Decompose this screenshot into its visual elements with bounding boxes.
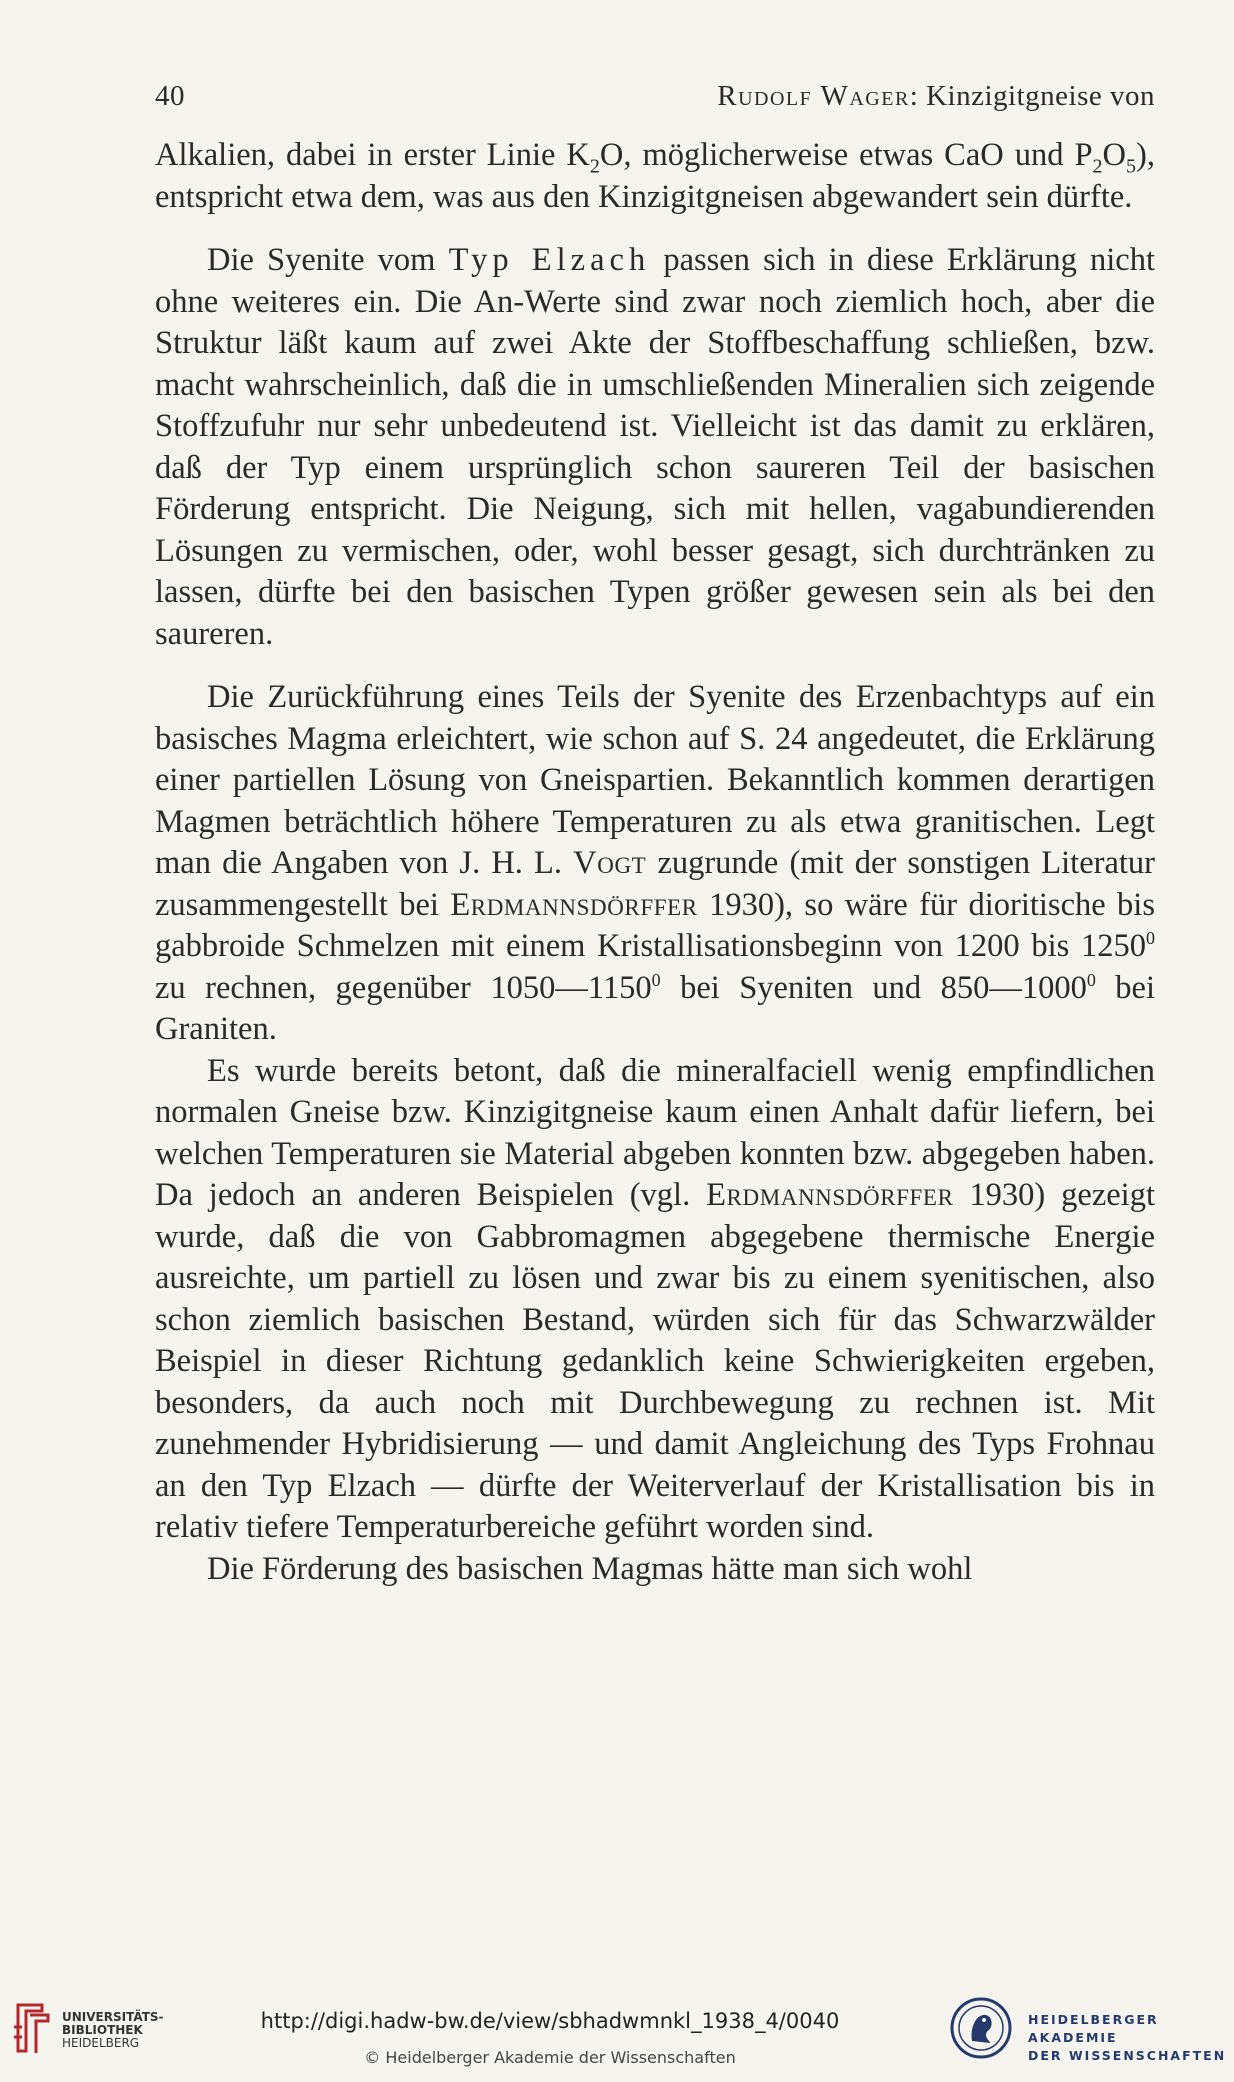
subscript: 2 [589,155,600,178]
copyright-notice: © Heidelberger Akademie der Wissenschaften [364,2048,736,2067]
degree-mark: 0 [1146,928,1155,949]
academy-logo-line: HEIDELBERGER AKADEMIE [1028,2012,1159,2045]
academy-logo[interactable] [950,1997,1230,2067]
text-run: Es wurde bereits betont, daß die mineralfaciell wenig empfindlichen normalen Gneise bzw. Kinzigitgneise kaum einen Anhalt dafür liefern, bei welchen Temperaturen sie Material abgeben konnten bzw. abgegeben haben. Da jedoch an anderen Beispielen (vgl. [155,1052,1155,1213]
degree-mark: 0 [1086,969,1096,990]
text-run: passen sich in diese Erklärung nicht ohne weiteres ein. Die An-Werte sind zwar noch ziemlich hoch, aber die Struktur läßt kaum auf zwei Akte der Stoffbeschaffung schließen, bzw. macht wahrscheinlich, daß die in umschließenden Mineralien sich zeigende Stoffzufuhr nur sehr unbedeutend ist. Vielleicht ist das damit zu erklären, daß der Typ einem ursprünglich schon saureren Teil der basischen Förderung entspricht. Die Neigung, sich mit hellen, vagabundierenden Lösungen zu vermischen, oder, wohl besser gesagt, sich durchtränken zu lassen, dürfte bei den basischen Typen größer gewesen sein als bei den saureren. [155,242,1155,652]
subscript: 2 [1092,155,1103,178]
text-run: Alkalien, dabei in erster Linie K [155,137,590,173]
academy-logo-line: DER WISSENSCHAFTEN [1028,2048,1227,2063]
text-run: O [1102,137,1127,173]
text-run: bei Graniten. [155,969,1155,1047]
paragraph-3 [155,677,1155,1051]
university-library-logo[interactable] [12,2001,172,2061]
running-title-tail: Kinzigitgneise von [926,80,1155,112]
author-name: Vogt [573,845,647,881]
author-name: Erdmannsdörffer [706,1177,954,1213]
text-run: bei Syeniten und 850—1000 [660,969,1087,1006]
paragraph-2 [155,240,1155,655]
body-text [155,135,1155,1590]
text-run: Die Syenite vom [207,242,449,278]
ub-logo-line: BIBLIOTHEK [62,2023,143,2037]
text-run: Die Zurückführung eines Teils der Syenite des Erzenbachtyps auf ein basisches Magma erleichtert, wie schon auf S. 24 angedeutet, die Erklärung einer partiellen Lösung von Gneispartien. Bekanntlich kommen derartigen Magmen beträchtlich höhere Temperaturen zu als etwa granitischen. Legt man die Angaben von J. H. L. [155,679,1155,881]
academy-seal-icon [950,1997,1012,2059]
text-run: ), entspricht etwa dem, was aus den Kinzigitgneisen abgewandert sein dürfte. [155,137,1155,215]
text-run: zugrunde (mit der sonstigen Literatur zusammengestellt bei [155,845,1155,923]
ub-logo-line: HEIDELBERG [62,2036,140,2050]
running-head [155,80,1155,120]
paragraph-1 [155,135,1155,218]
text-run: 1930) gezeigt wurde, daß die von Gabbromagmen abgegebene thermische Energie ausreichte, um partiell zu lösen und zwar bis zu einem syenitischen, also schon ziemlich basischen Bestand, würden sich für das Schwarzwälder Beispiel in dieser Richtung gedanklich keine Schwierigkeiten ergeben, besonders, da auch noch mit Durchbewegung zu rechnen ist. Mit zunehmender Hybridisierung — und damit Angleichung des Typs Frohnau an den Typ Elzach — dürfte der Weiterverlauf der Kristallisation bis in relativ tiefere Temperaturbereiche geführt worden sind. [155,1177,1155,1545]
text-run: zu rechnen, gegenüber 1050—1150 [155,969,652,1006]
ub-logo-icon [12,2001,54,2057]
academy-logo-text [1028,2011,1230,2065]
spaced-term: Typ Elzach [448,242,651,278]
subscript: 5 [1126,155,1137,178]
paragraph-5 [155,1549,1155,1591]
page-number: 40 [155,80,185,112]
text-run: Die Förderung des basischen Magmas hätte man sich wohl [207,1550,973,1587]
paragraph-4 [155,1051,1155,1549]
degree-mark: 0 [651,969,661,990]
permalink-url[interactable]: http://digi.hadw-bw.de/view/sbhadwmnkl_1938_4/0040 [260,2009,840,2033]
ub-logo-line: UNIVERSITÄTS- [62,2010,164,2024]
text-run: O, möglicherweise etwas CaO und P [599,137,1093,173]
digitization-footer [0,1985,1234,2082]
running-title [717,80,1155,113]
running-title-separator: : [909,80,927,112]
running-title-author: Rudolf Wager [717,80,910,112]
text-run: 1930), so wäre für dioritische bis gabbroide Schmelzen mit einem Kristallisationsbeginn von 1200 bis 1250 [155,886,1155,964]
ub-logo-text [62,2011,164,2050]
author-name: Erdmannsdörffer [450,886,698,923]
